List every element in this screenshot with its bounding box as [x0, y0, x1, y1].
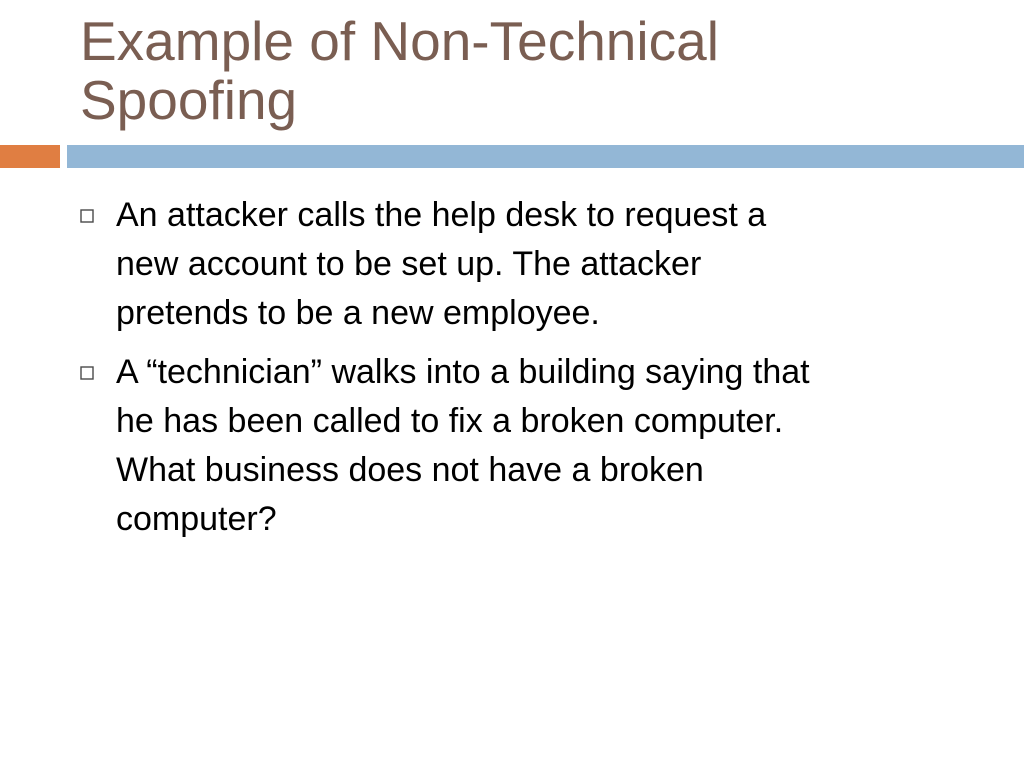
bullet-item	[80, 191, 980, 338]
bullet-text-line: he has been called to fix a broken computer.	[116, 402, 784, 440]
blue-rule-bar	[67, 145, 1024, 168]
slide-title-line: Example of Non-Technical	[80, 10, 719, 72]
slide-title	[80, 12, 980, 130]
bullet-text-line: A “technician” walks into a building saying that	[116, 353, 810, 391]
hollow-square-bullet-icon	[80, 191, 116, 240]
bullet-text-line: pretends to be a new employee.	[116, 294, 600, 332]
hollow-square-bullet-icon	[80, 348, 116, 397]
bullet-text-line: computer?	[116, 500, 277, 538]
bullet-text-line: An attacker calls the help desk to request a	[116, 196, 767, 234]
orange-accent-bar	[0, 145, 60, 168]
bullet-text-line: What business does not have a broken	[116, 451, 704, 489]
slide-title-line: Spoofing	[80, 69, 298, 131]
bullet-text-line: new account to be set up. The attacker	[116, 245, 702, 283]
bullet-item	[80, 348, 980, 544]
bullet-text	[116, 191, 980, 338]
bullet-list	[80, 191, 980, 554]
bullet-text	[116, 348, 980, 544]
